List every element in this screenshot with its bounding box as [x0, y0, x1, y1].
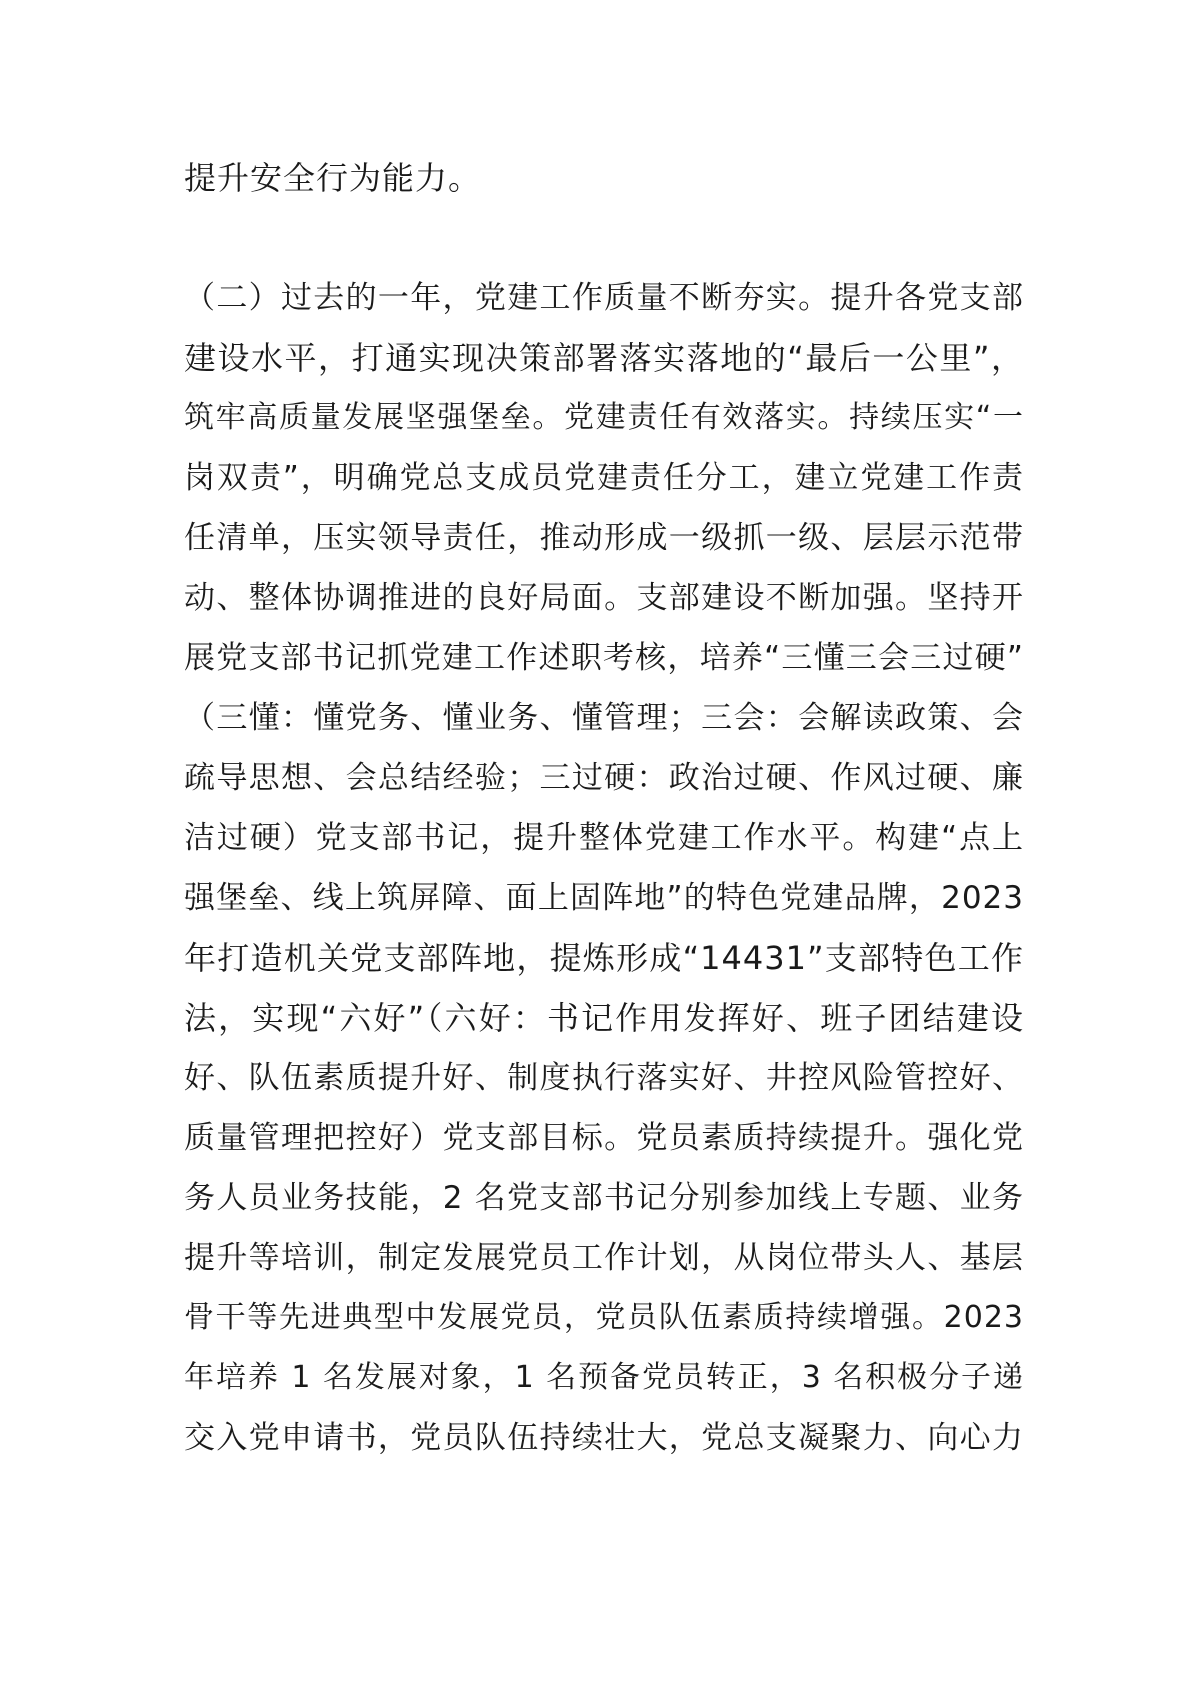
text-line: 提升等培训，制定发展党员工作计划，从岗位带头人、基层 — [184, 1240, 1024, 1276]
text-line: 骨干等先进典型中发展党员，党员队伍素质持续增强。2023 — [184, 1300, 1024, 1335]
text-line: 展党支部书记抓党建工作述职考核，培养“三懂三会三过硬” — [184, 640, 1024, 676]
text-line: 交入党申请书，党员队伍持续壮大，党总支凝聚力、向心力 — [184, 1420, 1024, 1456]
text-line: （三懂：懂党务、懂业务、懂管理；三会：会解读政策、会 — [184, 700, 1024, 736]
text-line: 疏导思想、会总结经验；三过硬：政治过硬、作风过硬、廉 — [184, 760, 1024, 796]
text-line: 法，实现“六好”（六好：书记作用发挥好、班子团结建设 — [184, 999, 1024, 1037]
text-line: 建设水平，打通实现决策部署落实落地的“最后一公里”， — [184, 339, 1024, 377]
text-line: 任清单，压实领导责任，推动形成一级抓一级、层层示范带 — [184, 520, 1024, 556]
text-line: 岗双责”，明确党总支成员党建责任分工，建立党建工作责 — [184, 460, 1024, 496]
text-line: （二）过去的一年，党建工作质量不断夯实。提升各党支部 — [184, 280, 1024, 316]
text-line: 好、队伍素质提升好、制度执行落实好、井控风险管控好、 — [184, 1060, 1024, 1096]
text-line: 年培养 1 名发展对象，1 名预备党员转正，3 名积极分子递 — [184, 1360, 1024, 1395]
text-line: 务人员业务技能，2 名党支部书记分别参加线上专题、业务 — [184, 1180, 1024, 1216]
text-line: 洁过硬）党支部书记，提升整体党建工作水平。构建“点上 — [184, 820, 1024, 856]
text-line: 筑牢高质量发展坚强堡垒。党建责任有效落实。持续压实“一 — [184, 400, 1024, 435]
text-line: 质量管理把控好）党支部目标。党员素质持续提升。强化党 — [184, 1120, 1024, 1156]
text-line: 年打造机关党支部阵地，提炼形成“14431”支部特色工作 — [184, 939, 1024, 977]
text-line: 动、整体协调推进的良好局面。支部建设不断加强。坚持开 — [184, 580, 1024, 616]
text-line: 提升安全行为能力。 — [184, 159, 482, 197]
text-line: 强堡垒、线上筑屏障、面上固阵地”的特色党建品牌，2023 — [184, 880, 1024, 916]
